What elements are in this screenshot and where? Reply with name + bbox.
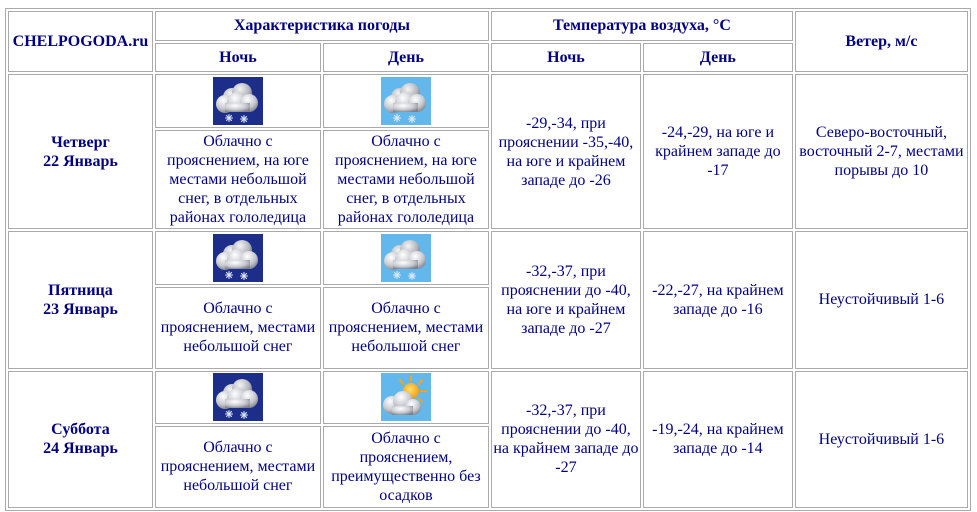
date: 23 Январь [43, 300, 118, 318]
night-temperature: -32,-37, при прояснении до -40, на крайнем западе до -27 [491, 371, 641, 508]
day-weather-description: Облачно с прояснением, преимущественно без осадков [323, 426, 489, 508]
site-name: CHELPOGODA.ru [8, 11, 153, 72]
night-temperature: -32,-37, при прояснении до -40, на юге и крайнем западе до -27 [491, 231, 641, 368]
wind-value: Неустойчивый 1-6 [795, 231, 968, 368]
night-temperature: -29,-34, при прояснении -35,-40, на юге и крайнем западе до -26 [491, 74, 641, 229]
cloudy-snow-day-icon [381, 77, 431, 125]
day-label-cell [8, 231, 153, 368]
day-temperature: -19,-24, на крайнем западе до -14 [643, 371, 793, 508]
temp-day-header: День [643, 43, 793, 73]
day-icon-cell [323, 371, 489, 424]
forecast-day-row [8, 231, 968, 284]
day-temperature: -24,-29, на юге и крайнем западе до -17 [643, 74, 793, 229]
wind-value: Неустойчивый 1-6 [795, 371, 968, 508]
forecast-day-row [8, 74, 968, 127]
weather-characteristics-header: Характеристика погоды [155, 11, 489, 41]
wind-value: Северо-восточный, восточный 2-7, местами порывы до 10 [795, 74, 968, 229]
night-icon-cell [155, 371, 321, 424]
day-weather-description: Облачно с прояснением, местами небольшой снег [323, 287, 489, 369]
weekday: Четверг [51, 133, 110, 151]
night-weather-description: Облачно с прояснением, местами небольшой снег [155, 426, 321, 508]
partly-sunny-cloud-icon [381, 373, 431, 421]
cloudy-snow-night-icon [213, 373, 263, 421]
air-temperature-header: Температура воздуха, °С [491, 11, 793, 41]
cloudy-snow-night-icon [213, 77, 263, 125]
cloudy-snow-night-icon [213, 234, 263, 282]
date: 24 Январь [43, 440, 118, 458]
night-icon-cell [155, 231, 321, 284]
day-temperature: -22,-27, на крайнем западе до -16 [643, 231, 793, 368]
night-weather-description: Облачно с прояснением, на юге местами небольшой снег, в отдельных районах гололедица [155, 130, 321, 229]
weather-night-header: Ночь [155, 43, 321, 73]
weekday: Пятница [48, 281, 113, 299]
cloudy-snow-day-icon [381, 234, 431, 282]
day-icon-cell [323, 74, 489, 127]
day-weather-description: Облачно с прояснением, на юге местами небольшой снег, в отдельных районах гололедица [323, 130, 489, 229]
day-icon-cell [323, 231, 489, 284]
temp-night-header: Ночь [491, 43, 641, 73]
day-label-cell [8, 74, 153, 229]
date: 22 Январь [43, 152, 118, 170]
weather-day-header: День [323, 43, 489, 73]
night-icon-cell [155, 74, 321, 127]
weather-forecast-table [5, 8, 971, 511]
weekday: Суббота [51, 421, 110, 439]
day-label-cell [8, 371, 153, 508]
wind-header: Ветер, м/с [795, 11, 968, 72]
night-weather-description: Облачно с прояснением, местами небольшой снег [155, 287, 321, 369]
forecast-day-row [8, 371, 968, 424]
